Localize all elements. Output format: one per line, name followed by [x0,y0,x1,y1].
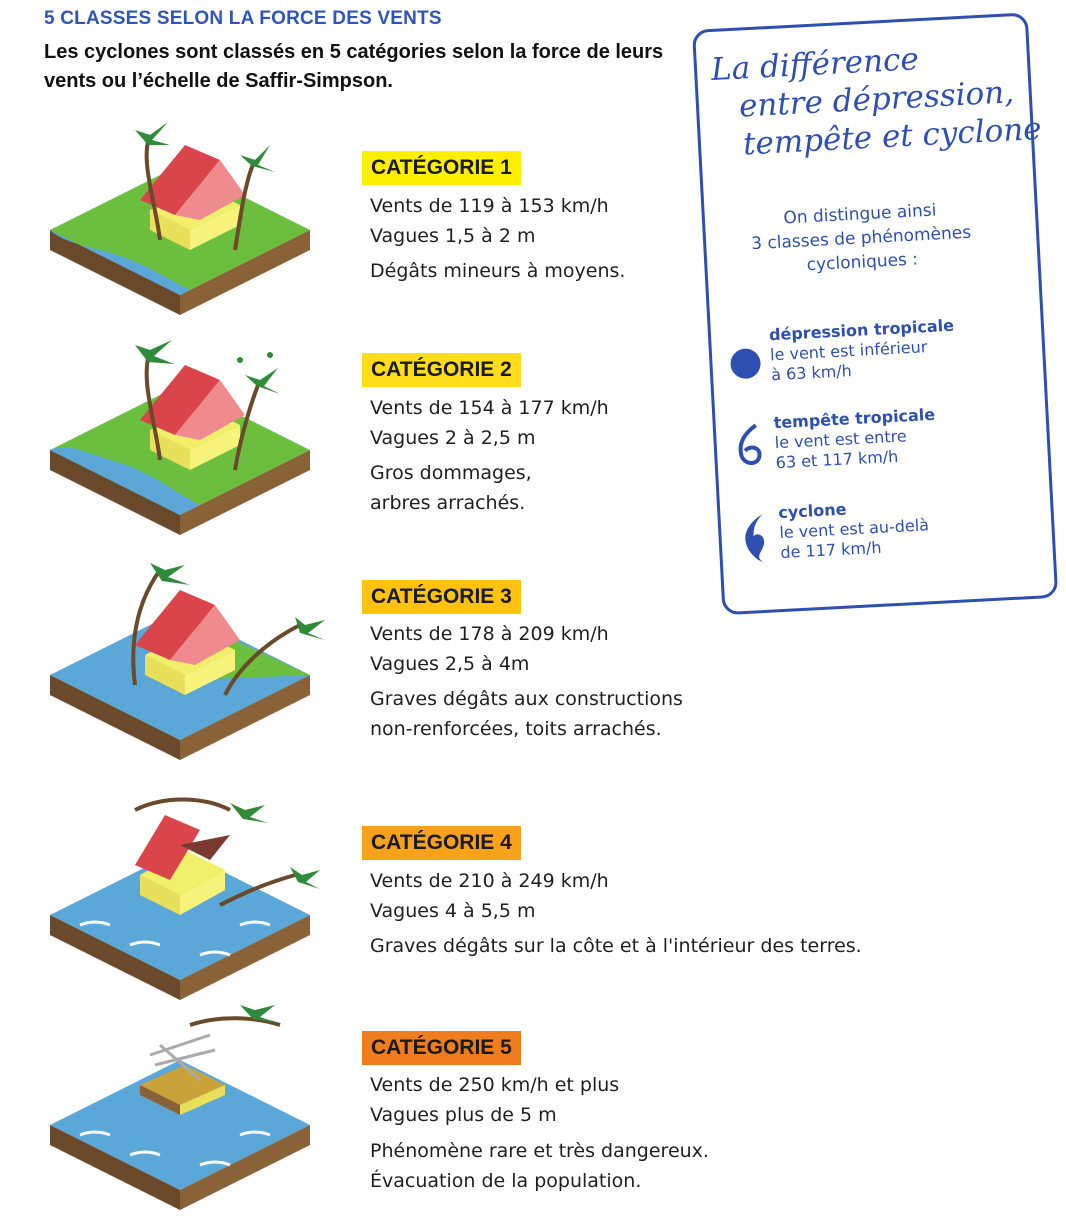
category-5-damage-line-1: Phénomène rare et très dangereux. [370,1140,709,1162]
category-2-damage-line-2: arbres arrachés. [370,492,526,514]
category-2-badge: CATÉGORIE 2 [362,353,521,387]
category-5-badge: CATÉGORIE 5 [362,1031,521,1065]
class-depression-desc-1: le vent est inférieur [769,337,928,365]
class-storm-name: tempête tropicale [773,404,936,433]
box-intro [714,195,1007,282]
category-5-winds: Vents de 250 km/h et plus [370,1074,620,1096]
box-title-line-3: tempête et cyclone [742,110,1043,163]
category-1-damage: Dégâts mineurs à moyens. [370,260,626,282]
box-title-line-1: La différence [710,41,920,89]
house-cat5-icon [40,995,340,1205]
storm-swirl-icon [734,422,766,472]
category-2-winds: Vents de 154 à 177 km/h [370,397,609,419]
box-intro-line-1: On distingue ainsi [782,200,937,229]
category-1-winds: Vents de 119 à 153 km/h [370,195,609,217]
class-cyclone-desc-1: le vent est au-delà [778,515,930,543]
house-cat2-icon [40,320,340,530]
class-cyclone-name: cyclone [777,499,847,523]
category-3-winds: Vents de 178 à 209 km/h [370,623,609,645]
cyclone-symbol-icon [738,512,771,565]
box-title-line-2: entre dépression, [738,74,1015,125]
depression-dot-icon [730,348,762,380]
section-heading: 5 CLASSES SELON LA FORCE DES VENTS [44,8,442,29]
intro-text: Les cyclones sont classés en 5 catégories selon la force de leurs vents ou l’échelle de Saffir-Simpson. [44,41,664,92]
info-box [692,12,1058,615]
category-2-damage-line-1: Gros dommages, [370,462,532,484]
category-4-damage: Graves dégâts sur la côte et à l'intérieur des terres. [370,935,862,957]
box-intro-line-2: 3 classes de phénomènes [750,222,972,255]
category-3-damage-line-2: non-renforcées, toits arrachés. [370,718,662,740]
class-storm-desc-1: le vent est entre [774,426,908,453]
box-intro-line-3: cycloniques : [806,249,919,276]
house-cat1-icon [40,100,340,310]
category-5-waves: Vagues plus de 5 m [370,1104,557,1126]
category-3-badge: CATÉGORIE 3 [362,580,521,614]
category-5-damage-line-2: Évacuation de la population. [370,1170,642,1192]
category-1-badge: CATÉGORIE 1 [362,151,521,185]
category-2-waves: Vagues 2 à 2,5 m [370,427,536,449]
category-4-badge: CATÉGORIE 4 [362,826,521,860]
class-depression-desc-2: à 63 km/h [770,361,853,385]
category-4-winds: Vents de 210 à 249 km/h [370,870,609,892]
class-storm-desc-2: 63 et 117 km/h [775,446,899,473]
house-cat4-icon [40,785,340,995]
category-3-damage-line-1: Graves dégâts aux constructions [370,688,683,710]
class-cyclone-desc-2: de 117 km/h [779,537,882,563]
category-3-waves: Vagues 2,5 à 4m [370,653,530,675]
category-4-waves: Vagues 4 à 5,5 m [370,900,536,922]
house-cat3-icon [40,545,340,755]
category-1-waves: Vagues 1,5 à 2 m [370,225,536,247]
class-depression-name: dépression tropicale [768,315,955,345]
